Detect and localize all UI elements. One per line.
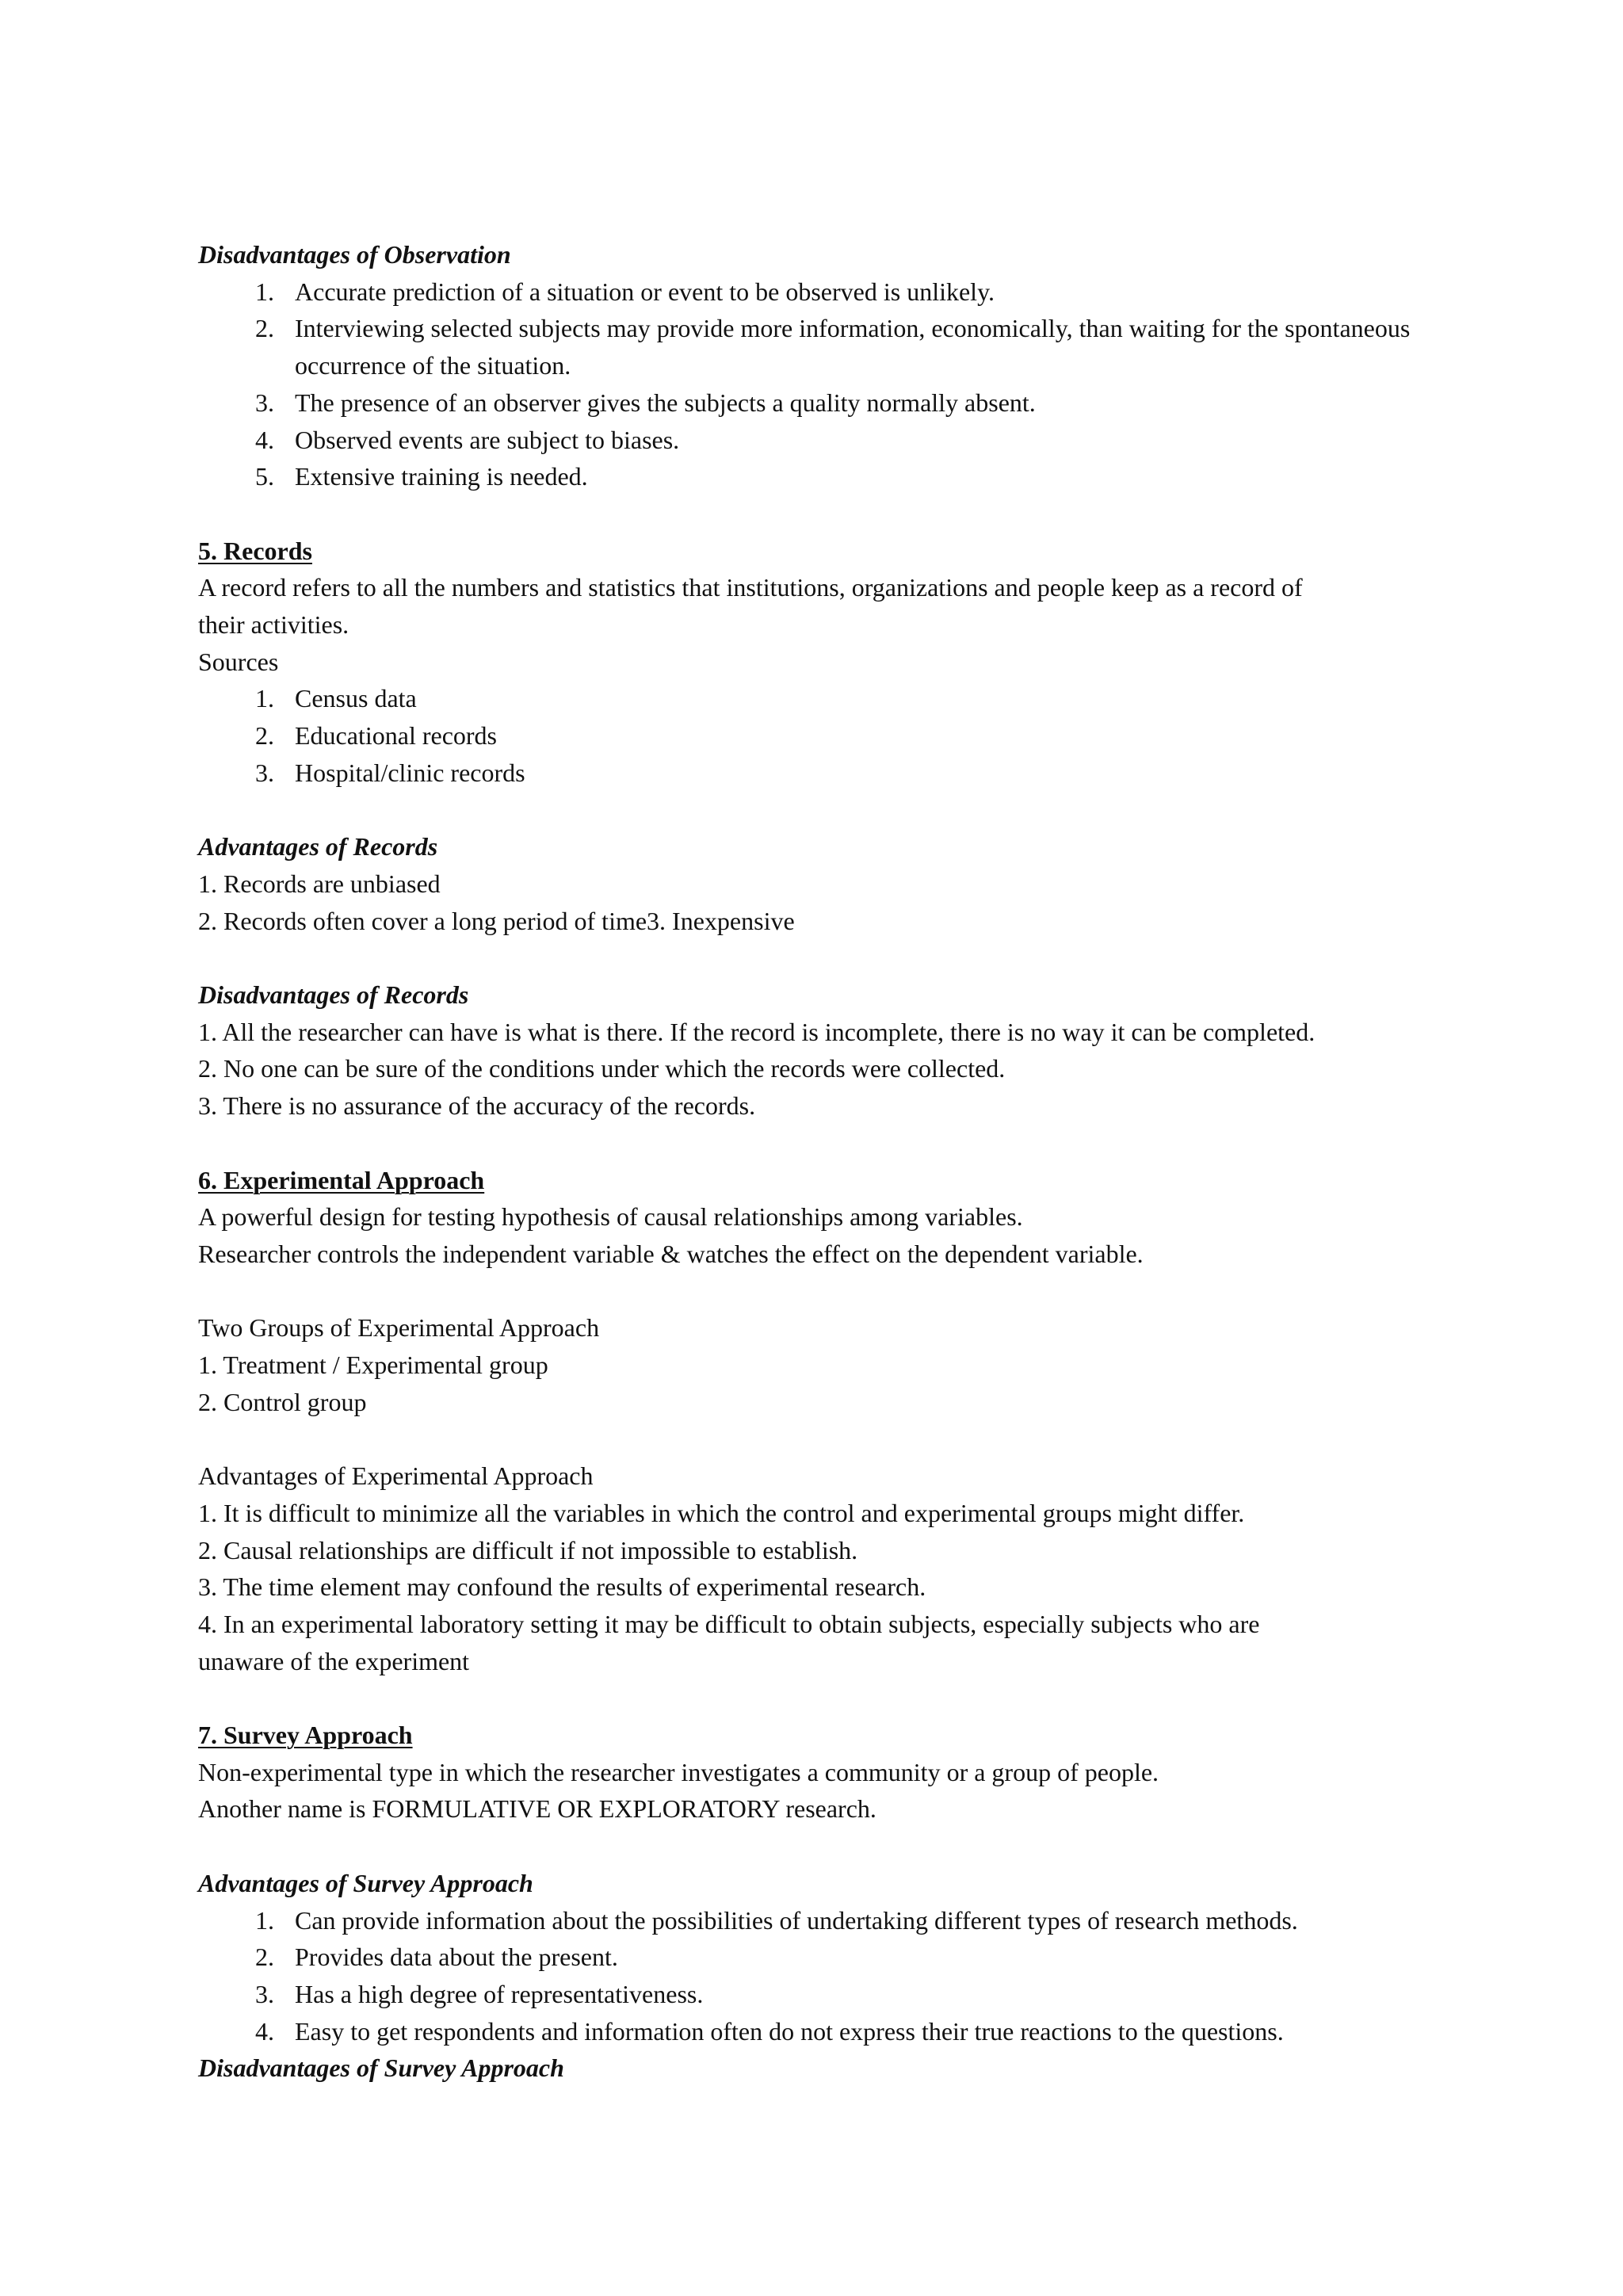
experimental-heading: 6. Experimental Approach xyxy=(198,1165,485,1194)
experimental-group-item: 1. Treatment / Experimental group xyxy=(198,1350,548,1380)
records-advantages-heading: Advantages of Records xyxy=(198,832,438,861)
list-item xyxy=(198,273,1434,311)
records-advantage-item: 2. Records often cover a long period of time3. Inexpensive xyxy=(198,906,795,935)
list-text: Easy to get respondents and information often do not express their true reactions to the questions. xyxy=(295,2016,1284,2046)
list-item xyxy=(198,384,1434,422)
list-text: Accurate prediction of a situation or event to be observed is unlikely. xyxy=(295,277,995,306)
survey-advantages-list xyxy=(198,1902,1434,2050)
records-definition-line-2: their activities. xyxy=(198,610,349,640)
list-number: 1. xyxy=(255,277,274,306)
observation-disadvantages-list xyxy=(198,273,1434,495)
list-text: Has a high degree of representativeness. xyxy=(295,1979,704,2008)
experimental-group-item: 2. Control group xyxy=(198,1387,367,1416)
list-number: 2. xyxy=(255,1943,274,1972)
list-text: Extensive training is needed. xyxy=(295,462,588,491)
list-item xyxy=(198,1976,1434,2013)
list-number: 5. xyxy=(255,462,274,491)
list-text: Provides data about the present. xyxy=(295,1943,618,1972)
list-text: The presence of an observer gives the subjects a quality normally absent. xyxy=(295,388,1036,417)
records-disadvantage-item: 2. No one can be sure of the conditions under which the records were collected. xyxy=(198,1054,1006,1083)
list-number: 4. xyxy=(255,425,274,454)
experimental-advantages-label: Advantages of Experimental Approach xyxy=(198,1461,594,1491)
spacer xyxy=(198,495,1434,533)
list-item xyxy=(198,717,1434,755)
survey-heading: 7. Survey Approach xyxy=(198,1721,413,1750)
experimental-advantage-item: 3. The time element may confound the results of experimental research. xyxy=(198,1572,926,1602)
experimental-advantage-item: 1. It is difficult to minimize all the variables in which the control and experimental groups might differ. xyxy=(198,1498,1245,1527)
spacer xyxy=(198,792,1434,829)
list-text: Educational records xyxy=(295,721,497,751)
records-sources-list xyxy=(198,680,1434,791)
experimental-advantage-continuation: unaware of the experiment xyxy=(198,1646,470,1675)
experimental-description-line-2: Researcher controls the independent variable & watches the effect on the dependent variable. xyxy=(198,1239,1144,1268)
list-item xyxy=(198,1902,1434,1939)
spacer xyxy=(198,939,1434,976)
spacer xyxy=(198,1125,1434,1162)
list-number: 1. xyxy=(255,684,274,713)
list-item xyxy=(198,680,1434,717)
observation-disadvantages-heading: Disadvantages of Observation xyxy=(198,240,511,269)
experimental-description-line-1: A powerful design for testing hypothesis of causal relationships among variables. xyxy=(198,1202,1023,1232)
experimental-groups-label: Two Groups of Experimental Approach xyxy=(198,1313,600,1343)
list-number: 2. xyxy=(255,721,274,751)
spacer xyxy=(198,1679,1434,1717)
list-item xyxy=(198,458,1434,495)
list-number: 3. xyxy=(255,1979,274,2008)
list-item xyxy=(198,1939,1434,1976)
survey-advantages-heading: Advantages of Survey Approach xyxy=(198,1868,533,1897)
document-page xyxy=(198,236,1434,2087)
list-item xyxy=(198,755,1434,792)
spacer xyxy=(198,1273,1434,1310)
records-disadvantages-heading: Disadvantages of Records xyxy=(198,980,469,1010)
records-definition-line-1: A record refers to all the numbers and statistics that institutions, organizations and people keep as a record of xyxy=(198,573,1303,602)
list-number: 3. xyxy=(255,388,274,417)
list-item xyxy=(198,2013,1434,2050)
list-number: 4. xyxy=(255,2016,274,2046)
spacer xyxy=(198,1420,1434,1457)
records-advantage-item: 1. Records are unbiased xyxy=(198,869,441,898)
records-disadvantage-item: 1. All the researcher can have is what is there. If the record is incomplete, there is no way it can be completed. xyxy=(198,1017,1316,1046)
survey-description-line-1: Non-experimental type in which the researcher investigates a community or a group of people. xyxy=(198,1757,1159,1786)
list-text: Census data xyxy=(295,684,417,713)
list-item xyxy=(198,422,1434,459)
list-text: Interviewing selected subjects may provide more information, economically, than waiting for the spontaneous occurrence of the situation. xyxy=(295,314,1411,380)
list-text: Can provide information about the possibilities of undertaking different types of research methods. xyxy=(295,1905,1298,1935)
list-text: Hospital/clinic records xyxy=(295,758,525,787)
records-heading: 5. Records xyxy=(198,536,312,565)
list-number: 2. xyxy=(255,314,274,343)
list-number: 1. xyxy=(255,1905,274,1935)
experimental-advantage-item: 2. Causal relationships are difficult if not impossible to establish. xyxy=(198,1535,858,1564)
records-sources-label: Sources xyxy=(198,647,279,676)
experimental-advantage-item: 4. In an experimental laboratory setting it may be difficult to obtain subjects, especially subjects who are xyxy=(198,1609,1260,1638)
survey-disadvantages-heading: Disadvantages of Survey Approach xyxy=(198,2053,564,2083)
list-item xyxy=(198,310,1434,384)
list-number: 3. xyxy=(255,758,274,787)
spacer xyxy=(198,1828,1434,1865)
records-disadvantage-item: 3. There is no assurance of the accuracy of the records. xyxy=(198,1091,756,1121)
list-text: Observed events are subject to biases. xyxy=(295,425,680,454)
survey-description-line-2: Another name is FORMULATIVE OR EXPLORATORY research. xyxy=(198,1794,876,1824)
